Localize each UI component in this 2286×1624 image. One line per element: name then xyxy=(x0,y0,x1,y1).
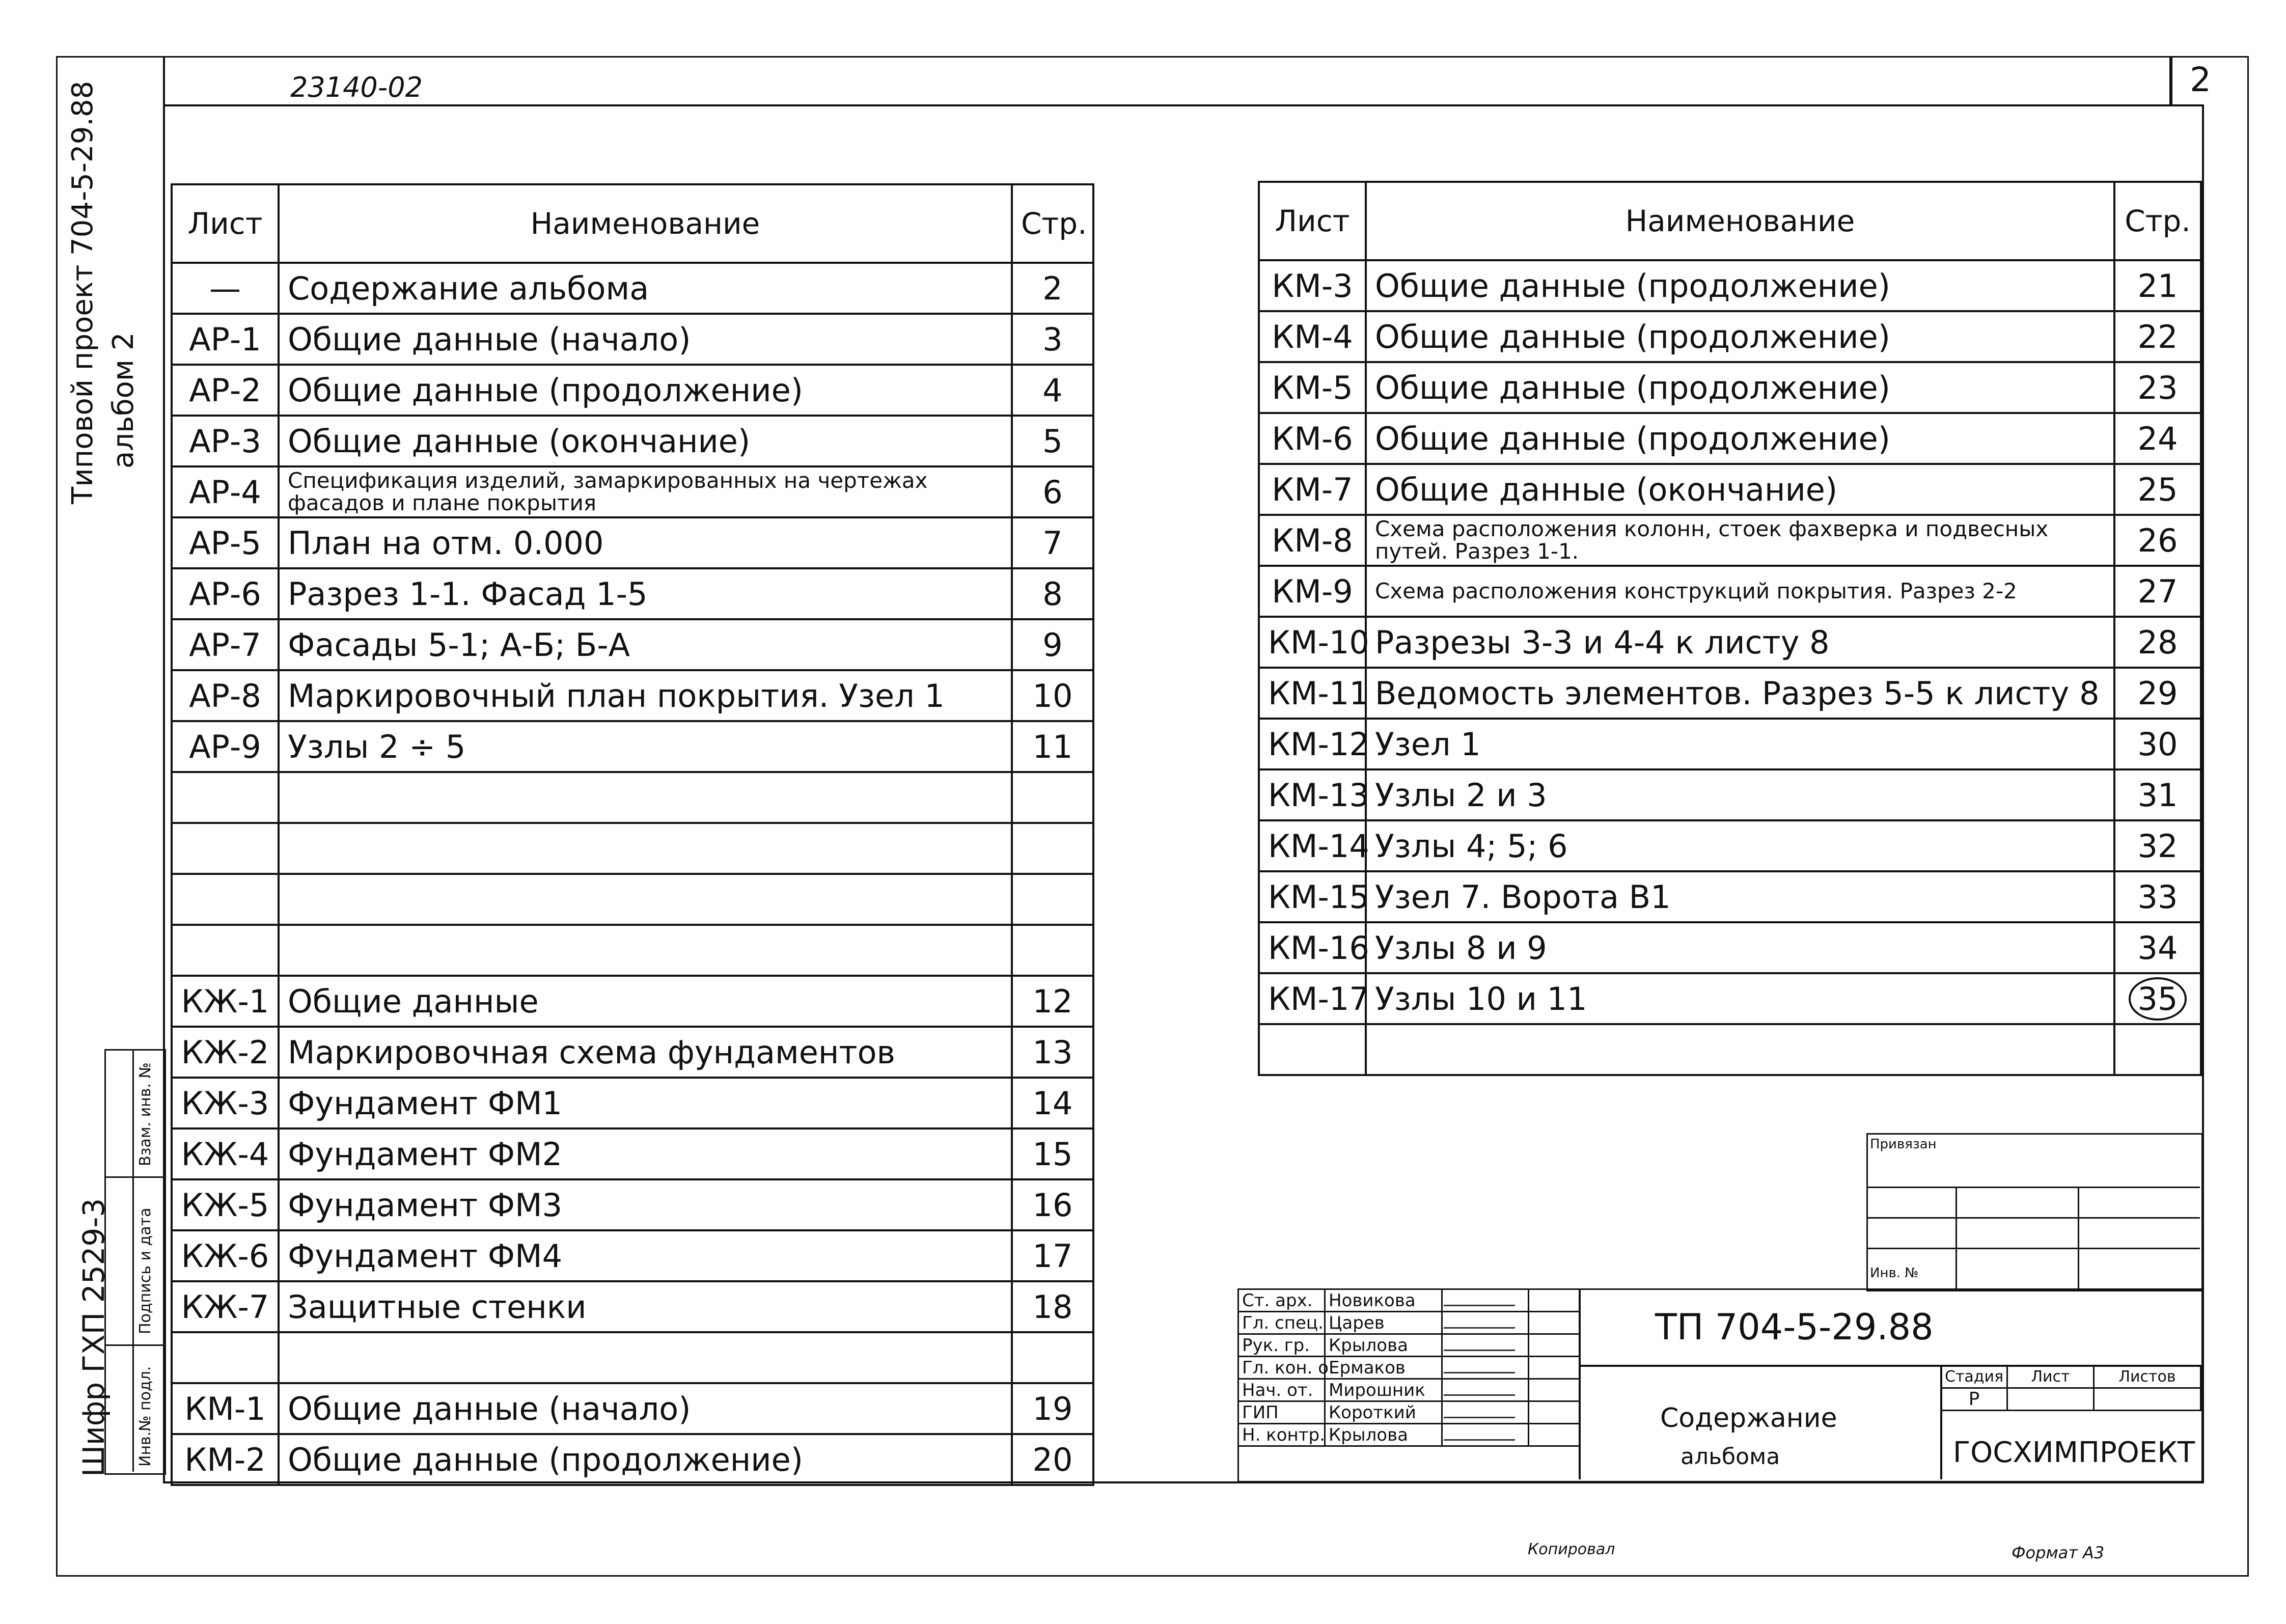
signature-date xyxy=(1529,1379,1580,1401)
page-ref: 25 xyxy=(2114,464,2201,515)
sheet-title xyxy=(279,874,1012,925)
page-ref xyxy=(2114,1024,2201,1075)
page-ref: 33 xyxy=(2114,871,2201,922)
sheet-code: КМ-5 xyxy=(1259,362,1366,413)
attached-label: Привязан xyxy=(1870,1137,1937,1152)
table-row xyxy=(172,823,1093,874)
sheet-label: Лист xyxy=(2007,1366,2094,1388)
sheet-title: Фундамент ФМ2 xyxy=(279,1128,1012,1179)
signature-date xyxy=(1529,1401,1580,1424)
attached-vline-1 xyxy=(1956,1187,1957,1288)
sheet-code: КМ-7 xyxy=(1259,464,1366,515)
sheet-code xyxy=(172,772,279,823)
table-row xyxy=(172,1179,1093,1230)
handwritten-signature xyxy=(1442,1401,1529,1424)
sheet-title: Спецификация изделий, замаркированных на чертежах фасадов и плане покрытия xyxy=(279,466,1012,517)
sheet-code: АР-1 xyxy=(172,314,279,365)
header-name: Наименование xyxy=(1366,182,2114,260)
sheet-code: АР-8 xyxy=(172,670,279,721)
sheet-code xyxy=(172,874,279,925)
page-ref: 5 xyxy=(1012,416,1093,466)
table-row xyxy=(1259,362,2201,413)
sheet-code: КМ-17 xyxy=(1259,973,1366,1024)
handwritten-signature xyxy=(1442,1357,1529,1379)
table-row xyxy=(172,619,1093,670)
page-ref: 34 xyxy=(2114,922,2201,973)
sheet-title: Общие данные xyxy=(279,976,1012,1027)
doc-code: 23140-02 xyxy=(290,71,423,103)
page-ref: 10 xyxy=(1012,670,1093,721)
sheet-code: — xyxy=(172,263,279,314)
sheet-title xyxy=(279,823,1012,874)
table-row xyxy=(172,263,1093,314)
organization: ГОСХИМПРОЕКТ xyxy=(1953,1436,2195,1469)
sheet-title: Узел 1 xyxy=(1366,719,2114,769)
table-row xyxy=(172,874,1093,925)
table-row xyxy=(172,466,1093,517)
table-row xyxy=(172,670,1093,721)
table-row xyxy=(172,568,1093,619)
sheet-code: КМ-8 xyxy=(1259,515,1366,566)
table-row xyxy=(1259,413,2201,464)
signature-row xyxy=(1238,1357,1580,1379)
signature-row xyxy=(1238,1379,1580,1401)
page-ref: 23 xyxy=(2114,362,2201,413)
table-row xyxy=(172,721,1093,772)
page-ref: 18 xyxy=(1012,1281,1093,1332)
signature-row xyxy=(1238,1424,1580,1446)
signature-role: Ст. арх. xyxy=(1238,1289,1325,1312)
page-ref xyxy=(1012,874,1093,925)
copied-label: Копировал xyxy=(1528,1540,1615,1558)
sheet-code xyxy=(172,925,279,976)
page-ref: 32 xyxy=(2114,820,2201,871)
sheet-title: План на отм. 0.000 xyxy=(279,517,1012,568)
table-row xyxy=(172,1027,1093,1078)
table-row xyxy=(172,1434,1093,1485)
sheet-title: Узлы 2 ÷ 5 xyxy=(279,721,1012,772)
table-row xyxy=(1259,922,2201,973)
sheet-title: Общие данные (продолжение) xyxy=(279,1434,1012,1485)
page-ref: 19 xyxy=(1012,1383,1093,1434)
handwritten-signature xyxy=(1442,1289,1529,1312)
signature-table xyxy=(1237,1288,1580,1447)
page-ref: 24 xyxy=(2114,413,2201,464)
sheet-title xyxy=(279,925,1012,976)
signature-scribble-icon xyxy=(1443,1316,1519,1329)
signature-scribble-icon xyxy=(1443,1338,1519,1351)
table-header-row xyxy=(172,184,1093,263)
table-row xyxy=(172,1281,1093,1332)
signature-date xyxy=(1529,1424,1580,1446)
sheet-code: АР-7 xyxy=(172,619,279,670)
table-row xyxy=(1259,871,2201,922)
circled-page-number: 35 xyxy=(2129,977,2187,1021)
table-row xyxy=(1259,820,2201,871)
page-ref xyxy=(1012,823,1093,874)
signature-scribble-icon xyxy=(1443,1293,1519,1306)
page-ref: 12 xyxy=(1012,976,1093,1027)
sheet-code: КМ-10 xyxy=(1259,617,1366,668)
sheet-code: АР-5 xyxy=(172,517,279,568)
album-label: альбом 2 xyxy=(107,332,140,469)
contents-table-right xyxy=(1258,181,2202,1076)
sheet-title: Фундамент ФМ1 xyxy=(279,1078,1012,1128)
attached-vline-2 xyxy=(2078,1187,2079,1288)
sheet-title: Схема расположения конструкций покрытия. Разрез 2-2 xyxy=(1366,566,2114,617)
signature-name: Ермаков xyxy=(1325,1357,1442,1379)
sheets-value xyxy=(2094,1388,2201,1411)
sheet-code: КМ-14 xyxy=(1259,820,1366,871)
page-ref: 28 xyxy=(2114,617,2201,668)
attached-line-3 xyxy=(1866,1248,2200,1249)
stage-label: Стадия xyxy=(1941,1366,2007,1388)
page-ref: 20 xyxy=(1012,1434,1093,1485)
sheet-code: КМ-15 xyxy=(1259,871,1366,922)
sheet-title: Общие данные (продолжение) xyxy=(1366,362,2114,413)
table-row xyxy=(1259,260,2201,311)
page-ref: 17 xyxy=(1012,1230,1093,1281)
page-ref: 22 xyxy=(2114,311,2201,362)
sheet-code xyxy=(1259,1024,1366,1075)
stage-table xyxy=(1940,1365,2201,1411)
header-sheet: Лист xyxy=(172,184,279,263)
signature-date xyxy=(1529,1357,1580,1379)
doc-number: ТП 704-5-29.88 xyxy=(1655,1306,1934,1348)
signature-name: Мирошник xyxy=(1325,1379,1442,1401)
sheet-value xyxy=(2007,1388,2094,1411)
sheet-title: Общие данные (продолжение) xyxy=(279,365,1012,416)
page-ref: 2 xyxy=(1012,263,1093,314)
page-ref: 31 xyxy=(2114,769,2201,820)
sheet-title xyxy=(279,1332,1012,1383)
table-row xyxy=(1259,515,2201,566)
sheet-code: АР-9 xyxy=(172,721,279,772)
sheet-code: КЖ-7 xyxy=(172,1281,279,1332)
sheet-title: Содержание альбома xyxy=(279,263,1012,314)
sheet-title: Узлы 8 и 9 xyxy=(1366,922,2114,973)
format-label: Формат А3 xyxy=(2012,1543,2105,1562)
signature-role: Нач. от. xyxy=(1238,1379,1325,1401)
sheet-code: КЖ-2 xyxy=(172,1027,279,1078)
sheet-title: Общие данные (окончание) xyxy=(1366,464,2114,515)
attached-line-1 xyxy=(1866,1187,2200,1188)
page-ref: 4 xyxy=(1012,365,1093,416)
table-row xyxy=(172,1128,1093,1179)
inv-label-original: Инв.№ подл. xyxy=(136,1366,154,1467)
page-ref xyxy=(1012,772,1093,823)
page-ref: 21 xyxy=(2114,260,2201,311)
cipher-label: Шифр ГХП 2529-3 xyxy=(76,1198,111,1477)
sheet-title: Узлы 2 и 3 xyxy=(1366,769,2114,820)
header-name: Наименование xyxy=(279,184,1012,263)
sheet-code: КМ-1 xyxy=(172,1383,279,1434)
sheet-code: КМ-13 xyxy=(1259,769,1366,820)
table-row xyxy=(172,365,1093,416)
table-row xyxy=(172,772,1093,823)
table-header-row xyxy=(1259,182,2201,260)
table-row xyxy=(1259,719,2201,769)
sheet-title: Общие данные (продолжение) xyxy=(1366,311,2114,362)
sheet-code: АР-3 xyxy=(172,416,279,466)
sheet-title: Фундамент ФМ3 xyxy=(279,1179,1012,1230)
project-title: Типовой проект 704-5-29.88 xyxy=(66,80,99,504)
sheet-code: КМ-4 xyxy=(1259,311,1366,362)
signature-date xyxy=(1529,1312,1580,1334)
table-row xyxy=(172,1383,1093,1434)
signature-role: Гл. спец. xyxy=(1238,1312,1325,1334)
page-ref: 6 xyxy=(1012,466,1093,517)
signature-name: Новикова xyxy=(1325,1289,1442,1312)
sheet-code: АР-2 xyxy=(172,365,279,416)
contents-table-left xyxy=(171,183,1094,1486)
page-ref: 9 xyxy=(1012,619,1093,670)
sheet-code: КМ-11 xyxy=(1259,668,1366,719)
sheet-title: Ведомость элементов. Разрез 5-5 к листу 8 xyxy=(1366,668,2114,719)
inv-strip-divider-v xyxy=(132,1049,134,1472)
sheet-title: Маркировочная схема фундаментов xyxy=(279,1027,1012,1078)
sheet-title: Общие данные (продолжение) xyxy=(1366,260,2114,311)
page-ref: 29 xyxy=(2114,668,2201,719)
page-ref: 15 xyxy=(1012,1128,1093,1179)
page-ref: 7 xyxy=(1012,517,1093,568)
table-row xyxy=(172,1078,1093,1128)
signature-date xyxy=(1529,1289,1580,1312)
sheet-title: Схема расположения колонн, стоек фахверка и подвесных путей. Разрез 1-1. xyxy=(1366,515,2114,566)
signature-scribble-icon xyxy=(1443,1383,1519,1396)
sheet-title: Маркировочный план покрытия. Узел 1 xyxy=(279,670,1012,721)
page-ref: 13 xyxy=(1012,1027,1093,1078)
header-page: Стр. xyxy=(2114,182,2201,260)
sheet-code: КЖ-5 xyxy=(172,1179,279,1230)
handwritten-signature xyxy=(1442,1334,1529,1357)
table-row xyxy=(172,314,1093,365)
sheet-code: АР-4 xyxy=(172,466,279,517)
handwritten-signature xyxy=(1442,1379,1529,1401)
header-sheet: Лист xyxy=(1259,182,1366,260)
signature-name: Короткий xyxy=(1325,1401,1442,1424)
page-ref: 30 xyxy=(2114,719,2201,769)
page-ref: 26 xyxy=(2114,515,2201,566)
signature-row xyxy=(1238,1289,1580,1312)
sheet-title: Общие данные (начало) xyxy=(279,1383,1012,1434)
table-row xyxy=(1259,1024,2201,1075)
stage-value: Р xyxy=(1941,1388,2007,1411)
sheet-title: Узлы 10 и 11 xyxy=(1366,973,2114,1024)
sheet-title: Фасады 5-1; А-Б; Б-А xyxy=(279,619,1012,670)
signature-row xyxy=(1238,1312,1580,1334)
signature-role: ГИП xyxy=(1238,1401,1325,1424)
sheet-code: КЖ-3 xyxy=(172,1078,279,1128)
handwritten-signature xyxy=(1442,1312,1529,1334)
sheet-code: КМ-3 xyxy=(1259,260,1366,311)
table-row xyxy=(1259,464,2201,515)
sheet-title: Узел 7. Ворота В1 xyxy=(1366,871,2114,922)
table-row xyxy=(172,1332,1093,1383)
sheet-title: Разрез 1-1. Фасад 1-5 xyxy=(279,568,1012,619)
table-row xyxy=(172,925,1093,976)
attached-line-2 xyxy=(1866,1217,2200,1219)
title-line-2: альбома xyxy=(1681,1444,1780,1470)
table-row xyxy=(172,416,1093,466)
signature-date xyxy=(1529,1334,1580,1357)
table-row xyxy=(1259,769,2201,820)
table-row xyxy=(172,976,1093,1027)
sheet-code: КЖ-6 xyxy=(172,1230,279,1281)
signature-row xyxy=(1238,1334,1580,1357)
page-ref: 27 xyxy=(2114,566,2201,617)
page-ref xyxy=(1012,1332,1093,1383)
sheet-code xyxy=(172,1332,279,1383)
table-row xyxy=(172,517,1093,568)
page-ref: 14 xyxy=(1012,1078,1093,1128)
inv-strip xyxy=(104,1049,166,1475)
table-row xyxy=(172,1230,1093,1281)
page-ref: 3 xyxy=(1012,314,1093,365)
sheet-code: КЖ-1 xyxy=(172,976,279,1027)
inv-label-replace: Взам. инв. № xyxy=(136,1062,154,1166)
table-row xyxy=(1259,617,2201,668)
page-ref: 11 xyxy=(1012,721,1093,772)
title-line-1: Содержание xyxy=(1660,1403,1837,1434)
inv-label-signature: Подпись и дата xyxy=(136,1207,154,1334)
table-row xyxy=(1259,311,2201,362)
sheet-code: КМ-2 xyxy=(172,1434,279,1485)
handwritten-signature xyxy=(1442,1424,1529,1446)
header-page: Стр. xyxy=(1012,184,1093,263)
sheet-title: Защитные стенки xyxy=(279,1281,1012,1332)
sheet-code: КЖ-4 xyxy=(172,1128,279,1179)
signature-scribble-icon xyxy=(1443,1406,1519,1418)
sheet-title: Фундамент ФМ4 xyxy=(279,1230,1012,1281)
signature-name: Царев xyxy=(1325,1312,1442,1334)
sheet-code: КМ-9 xyxy=(1259,566,1366,617)
title-block-vdivider xyxy=(1579,1288,1581,1479)
page-ref xyxy=(1012,925,1093,976)
signature-name: Крылова xyxy=(1325,1424,1442,1446)
attached-inv-label: Инв. № xyxy=(1870,1265,1919,1281)
sheet-code: КМ-6 xyxy=(1259,413,1366,464)
signature-role: Рук. гр. xyxy=(1238,1334,1325,1357)
sheet-code: КМ-12 xyxy=(1259,719,1366,769)
signature-scribble-icon xyxy=(1443,1361,1519,1373)
signature-role: Гл. кон. о. xyxy=(1238,1357,1325,1379)
sheet-title xyxy=(279,772,1012,823)
page-ref xyxy=(2114,973,2201,1024)
page-number: 2 xyxy=(2190,60,2211,99)
table-row xyxy=(1259,566,2201,617)
signature-scribble-icon xyxy=(1443,1428,1519,1441)
sheet-title: Узлы 4; 5; 6 xyxy=(1366,820,2114,871)
sheet-code xyxy=(172,823,279,874)
table-row xyxy=(1259,668,2201,719)
sheet-title: Общие данные (продолжение) xyxy=(1366,413,2114,464)
page-ref: 16 xyxy=(1012,1179,1093,1230)
sheet-title: Общие данные (начало) xyxy=(279,314,1012,365)
page-ref: 8 xyxy=(1012,568,1093,619)
sheets-label: Листов xyxy=(2094,1366,2201,1388)
signature-role: Н. контр. xyxy=(1238,1424,1325,1446)
signature-row xyxy=(1238,1401,1580,1424)
sheet-code: КМ-16 xyxy=(1259,922,1366,973)
sheet-title xyxy=(1366,1024,2114,1075)
sheet-code: АР-6 xyxy=(172,568,279,619)
signature-name: Крылова xyxy=(1325,1334,1442,1357)
sheet-title: Разрезы 3-3 и 4-4 к листу 8 xyxy=(1366,617,2114,668)
sheet-title: Общие данные (окончание) xyxy=(279,416,1012,466)
table-row xyxy=(1259,973,2201,1024)
